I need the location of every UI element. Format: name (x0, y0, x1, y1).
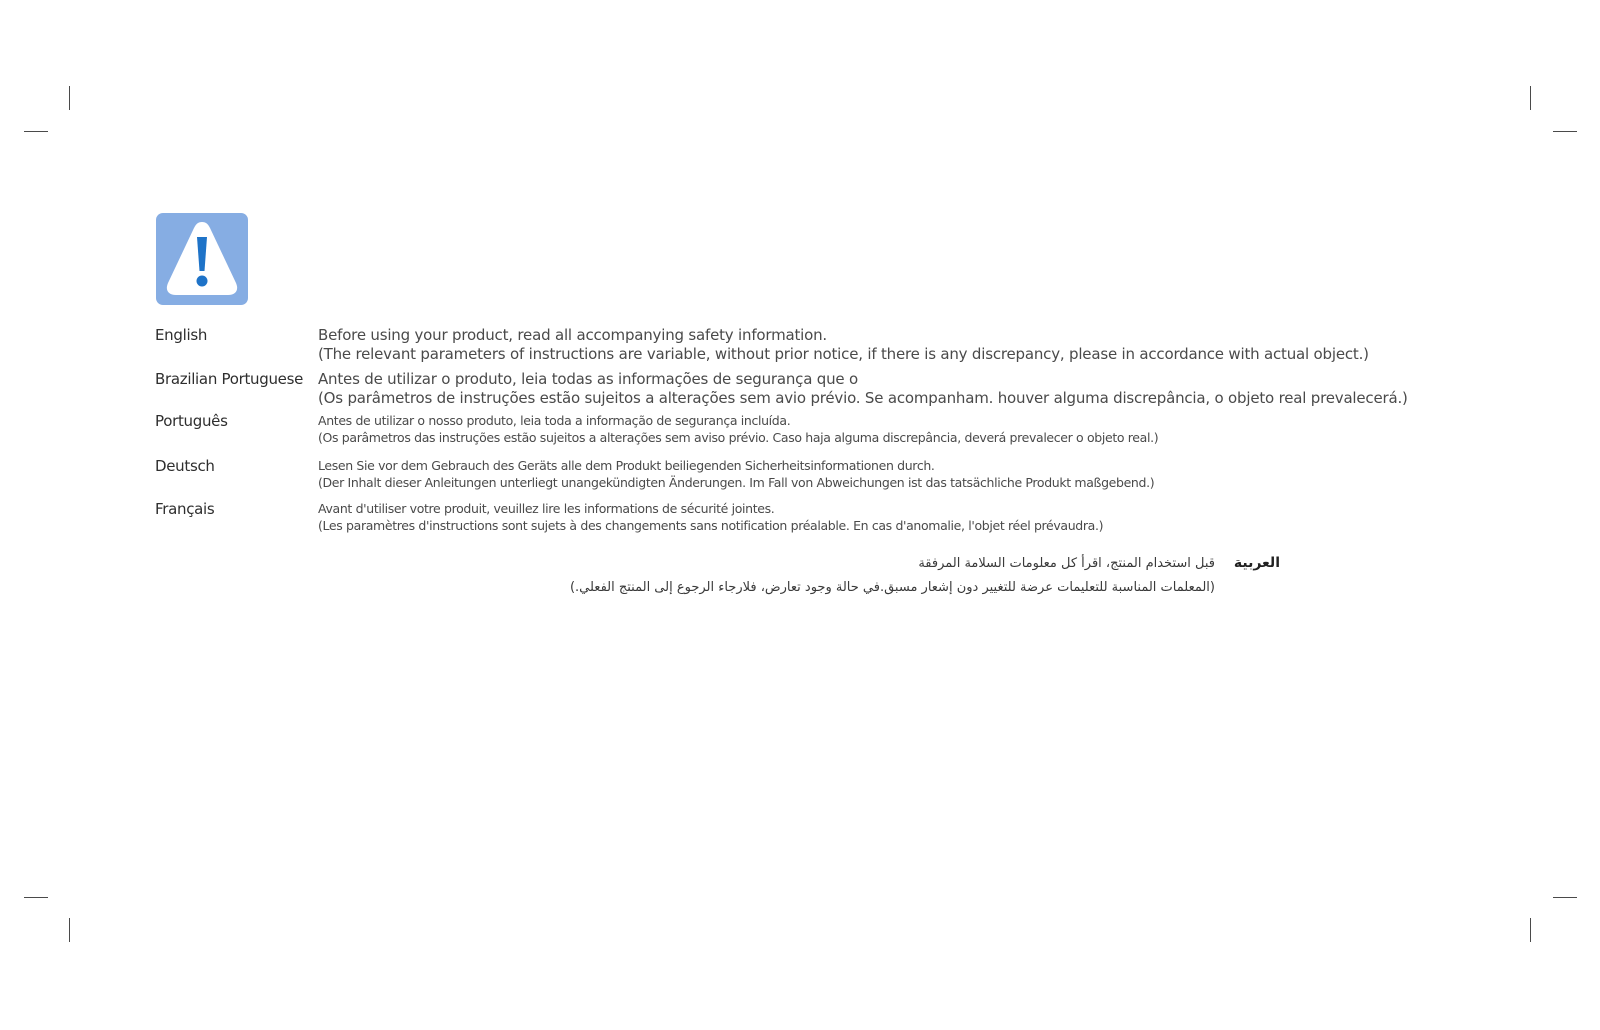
crop-mark-top-left-horizontal (24, 131, 48, 132)
safety-notice-line: Antes de utilizar o produto, leia todas as informações de segurança que o (318, 370, 858, 388)
language-text (318, 412, 1158, 446)
crop-mark-bottom-right-vertical (1530, 918, 1531, 942)
safety-notice-line: Avant d'utiliser votre produit, veuillez lire les informations de sécurité jointes. (318, 501, 775, 516)
language-name: Português (155, 412, 228, 430)
safety-notice-line: Antes de utilizar o nosso produto, leia toda a informação de segurança incluída. (318, 413, 791, 428)
warning-exclamation-icon (156, 213, 248, 305)
crop-mark-bottom-left-vertical (69, 918, 70, 942)
safety-notice-line: Lesen Sie vor dem Gebrauch des Geräts alle dem Produkt beiliegenden Sicherheitsinformationen durch. (318, 458, 935, 473)
arabic-parameters-notice-line: (المعلمات المناسبة للتعليمات عرضة للتغيير دون إشعار مسبق.في حالة وجود تعارض، فلارجاء الرجوع إلى المنتج الفعلي.) (569, 580, 1215, 595)
language-name: English (155, 326, 208, 344)
language-text (318, 370, 1408, 408)
crop-mark-top-right-vertical (1530, 86, 1531, 110)
language-name: Français (155, 500, 215, 518)
language-text (318, 500, 1103, 534)
safety-notice-line: Before using your product, read all accompanying safety information. (318, 326, 827, 344)
language-text (318, 326, 1369, 364)
crop-mark-bottom-right-horizontal (1553, 897, 1577, 898)
crop-mark-top-right-horizontal (1553, 131, 1577, 132)
crop-mark-bottom-left-horizontal (24, 897, 48, 898)
parameters-notice-line: (Der Inhalt dieser Anleitungen unterliegt unangekündigten Änderungen. Im Fall von Abweichungen ist das tatsächliche Produkt maßgebend.) (318, 475, 1155, 490)
language-name: Brazilian Portuguese (155, 370, 304, 388)
parameters-notice-line: (Os parâmetros das instruções estão sujeitos a alterações sem aviso prévio. Caso haja alguma discrepância, deverá prevalecer o objeto real.) (318, 430, 1159, 445)
language-text (318, 457, 1154, 491)
crop-mark-top-left-vertical (69, 86, 70, 110)
parameters-notice-line: (The relevant parameters of instructions are variable, without prior notice, if there is any discrepancy, please in accordance with actual object.) (318, 345, 1369, 363)
language-name: Deutsch (155, 457, 215, 475)
parameters-notice-line: (Os parâmetros de instruções estão sujeitos a alterações sem avio prévio. Se acompanham. houver alguma discrepância, o objeto real prevalecerá.) (318, 389, 1408, 407)
language-name-arabic: العربية (1233, 555, 1280, 571)
parameters-notice-line: (Les paramètres d'instructions sont sujets à des changements sans notification préalable. En cas d'anomalie, l'objet réel prévaudra.) (318, 518, 1104, 533)
arabic-safety-notice-line: قبل استخدام المنتج، اقرأ كل معلومات السلامة المرفقة (918, 556, 1215, 571)
